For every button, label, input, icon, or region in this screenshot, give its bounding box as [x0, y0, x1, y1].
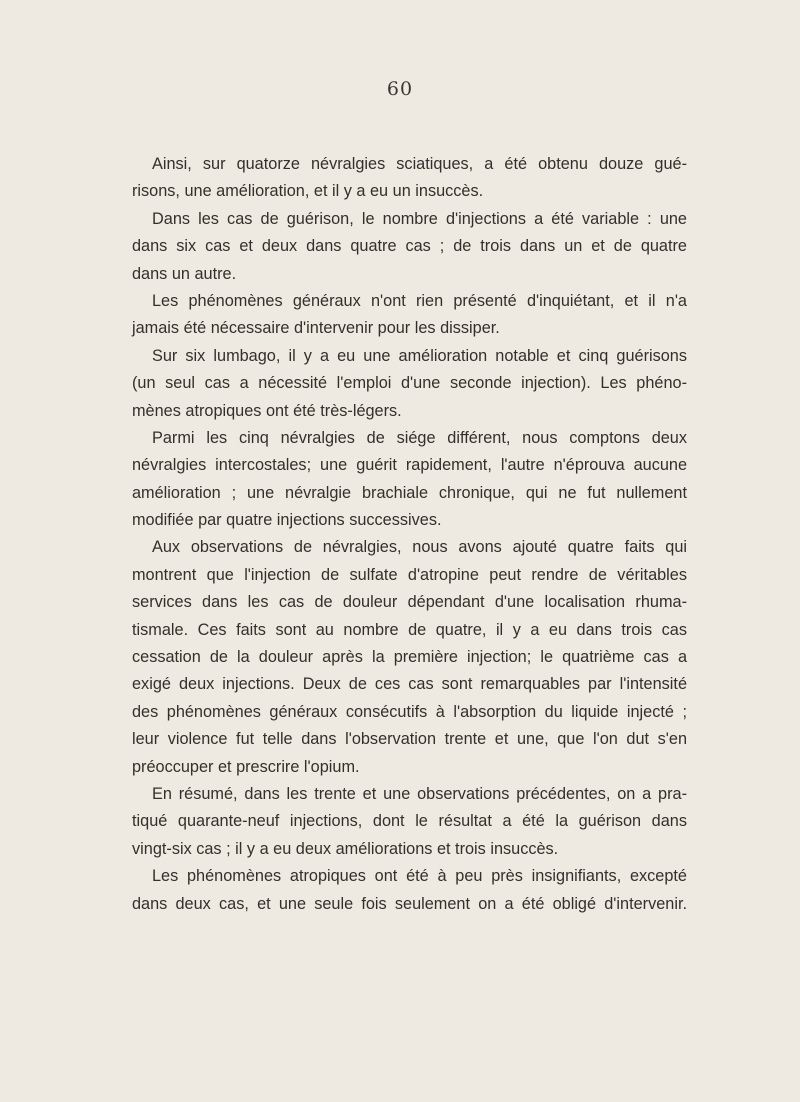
- text-line: mènes atropiques ont été très-légers.: [132, 401, 402, 420]
- body-text: [132, 151, 687, 918]
- text-line: leur violence fut telle dans l'observation trente et une, que l'on dut s'en: [132, 730, 687, 749]
- paragraph: [132, 781, 687, 863]
- paragraph: [132, 425, 687, 535]
- text-line: Ainsi, sur quatorze névralgies sciatiques, a été obtenu douze gué-: [152, 155, 687, 173]
- text-line: amélioration ; une névralgie brachiale chronique, qui ne fut nullement: [132, 483, 687, 502]
- text-line: montrent que l'injection de sulfate d'atropine peut rendre de véritables: [132, 565, 687, 584]
- text-line: préoccuper et prescrire l'opium.: [132, 757, 360, 776]
- text-line: dans deux cas, et une seule fois seulement on a été obligé d'intervenir.: [132, 894, 687, 913]
- text-line: Les phénomènes généraux n'ont rien présenté d'inquiétant, et il n'a: [152, 291, 687, 310]
- text-line: dans six cas et deux dans quatre cas ; de trois dans un et de quatre: [132, 237, 687, 256]
- text-line: (un seul cas a nécessité l'emploi d'une seconde injection). Les phéno-: [132, 374, 687, 393]
- text-line: tiqué quarante-neuf injections, dont le résultat a été la guérison dans: [132, 812, 687, 831]
- text-line: Dans les cas de guérison, le nombre d'injections a été variable : une: [152, 209, 687, 228]
- paragraph: [132, 863, 687, 918]
- page-number: 60: [386, 78, 414, 100]
- text-line: services dans les cas de douleur dépendant d'une localisation rhuma-: [132, 593, 687, 612]
- text-line: En résumé, dans les trente et une observations précédentes, on a pra-: [152, 784, 687, 803]
- text-line: Aux observations de névralgies, nous avons ajouté quatre faits qui: [152, 538, 687, 557]
- text-line: vingt-six cas ; il y a eu deux améliorations et trois insuccès.: [132, 839, 559, 858]
- text-line: névralgies intercostales; une guérit rapidement, l'autre n'éprouva aucune: [132, 456, 687, 475]
- text-line: modifiée par quatre injections successives.: [132, 511, 442, 530]
- paragraph: [132, 343, 687, 425]
- text-line: Parmi les cinq névralgies de siége différent, nous comptons deux: [152, 428, 687, 447]
- text-line: Les phénomènes atropiques ont été à peu près insignifiants, excepté: [152, 867, 687, 886]
- text-line: cessation de la douleur après la première injection; le quatrième cas a: [132, 648, 687, 667]
- text-line: exigé deux injections. Deux de ces cas sont remarquables par l'intensité: [132, 675, 687, 694]
- paragraph: [132, 534, 687, 781]
- text-line: Sur six lumbago, il y a eu une amélioration notable et cinq guérisons: [152, 346, 687, 365]
- paragraph: [132, 206, 687, 288]
- text-line: des phénomènes généraux consécutifs à l'absorption du liquide injecté ;: [132, 702, 687, 721]
- text-line: dans un autre.: [132, 264, 237, 283]
- paragraph: [132, 288, 687, 343]
- text-line: risons, une amélioration, et il y a eu un insuccès.: [132, 182, 484, 201]
- text-line: tismale. Ces faits sont au nombre de quatre, il y a eu dans trois cas: [132, 620, 687, 639]
- text-line: jamais été nécessaire d'intervenir pour les dissiper.: [132, 319, 500, 338]
- paragraph: [132, 151, 687, 206]
